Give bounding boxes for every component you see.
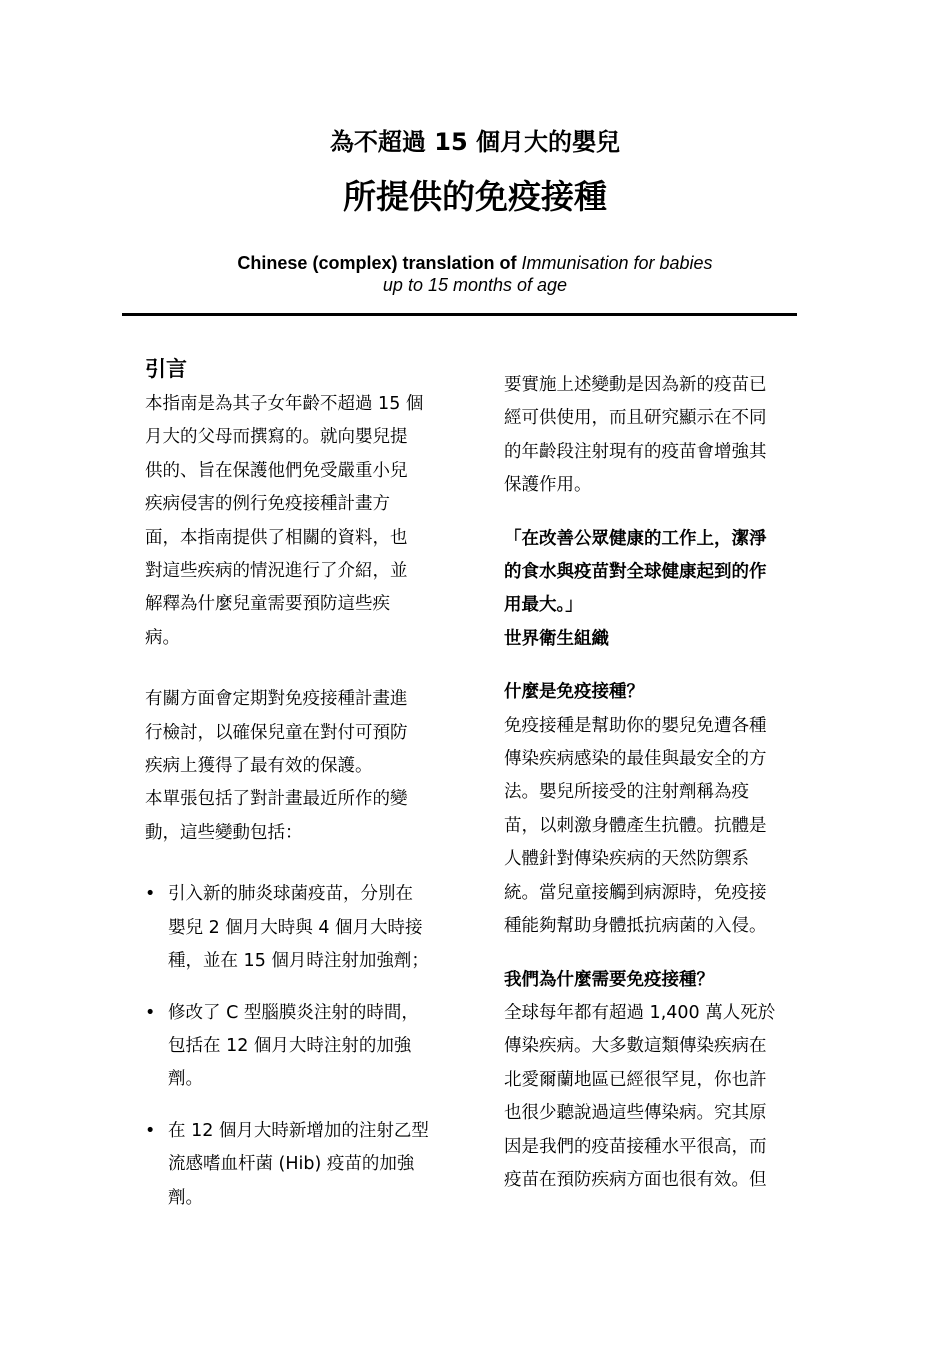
text-line: 月大的父母而撰寫的。就向嬰兒提 <box>145 427 408 448</box>
text-line: 嬰兒 2 個月大時與 4 個月大時接 <box>168 917 423 938</box>
text-line: 苗，以刺激身體產生抗體。抗體是 <box>504 815 767 836</box>
changes-list <box>145 878 450 1215</box>
text-line: 有關方面會定期對免疫接種計畫進 <box>145 689 408 710</box>
list-item <box>145 997 450 1097</box>
text-line: 的食水與疫苗對全球健康起到的作 <box>504 562 767 583</box>
text-line: 保護作用。 <box>504 475 592 496</box>
text-line: 經可供使用，而且研究顯示在不同 <box>504 408 767 429</box>
text-line: 傳染疾病感染的最佳與最安全的方 <box>504 749 767 770</box>
text-line: 「在改善公眾健康的工作上，潔淨 <box>504 528 767 549</box>
text-line: 本指南是為其子女年齡不超過 15 個 <box>145 394 424 414</box>
bullet: • <box>145 1002 156 1023</box>
text-line: 修改了 C 型腦膜炎注射的時間， <box>168 1002 419 1023</box>
title-line-1: 為不超過 15 個月大的嬰兒 <box>329 128 621 156</box>
text-line: 人體針對傳染疾病的天然防禦系 <box>504 849 749 870</box>
text-line: 要實施上述變動是因為新的疫苗已 <box>504 375 767 395</box>
text-line: 劑。 <box>168 1187 203 1208</box>
subtitle <box>200 252 750 296</box>
text-line: 引入新的肺炎球菌疫苗，分別在 <box>168 884 413 905</box>
who-quote <box>504 523 796 657</box>
text-line: 免疫接種是幫助你的嬰兒免遭各種 <box>504 715 767 736</box>
text-line: 行檢討，以確保兒童在對付可預防 <box>145 722 408 743</box>
text-line: 種，並在 15 個月時注射加強劑； <box>168 951 429 972</box>
section-heading-what: 什麼是免疫接種？ <box>504 682 644 703</box>
text-line: 用最大。」 <box>504 595 583 616</box>
intro-paragraph <box>145 388 450 655</box>
intro-heading: 引言 <box>145 357 187 381</box>
text-line: 病。 <box>145 627 180 648</box>
text-line: 疫苗在預防疾病方面也很有效。但 <box>504 1169 767 1190</box>
text-line: 包括在 12 個月大時注射的加強 <box>168 1035 412 1056</box>
text-line: 也很少聽說過這些傳染病。究其原 <box>504 1103 767 1124</box>
bullet: • <box>145 1120 156 1141</box>
text-line: 動，這些變動包括： <box>145 822 303 843</box>
subtitle-english-title-part1: Immunisation for babies <box>521 253 713 273</box>
text-line: 供的、旨在保護他們免受嚴重小兒 <box>145 460 408 481</box>
text-line: 的年齡段注射現有的疫苗會增強其 <box>504 441 767 462</box>
text-line: 傳染疾病。大多數這類傳染疾病在 <box>504 1036 767 1057</box>
list-item <box>145 878 450 978</box>
text-line: 流感嗜血杆菌 (Hib) 疫苗的加強 <box>168 1154 415 1175</box>
text-line: 解釋為什麼兒童需要預防這些疾 <box>145 594 390 615</box>
subtitle-english-title-part2: up to 15 months of age <box>382 275 568 295</box>
text-line: 在 12 個月大時新增加的注射乙型 <box>168 1120 429 1141</box>
list-item <box>145 1115 450 1215</box>
quote-attribution: 世界衛生組織 <box>504 628 609 649</box>
bullet: • <box>145 884 156 905</box>
text-line: 疾病侵害的例行免疫接種計畫方 <box>145 494 390 515</box>
subtitle-translation-label: Chinese (complex) translation of <box>237 253 522 273</box>
text-line: 種能夠幫助身體抵抗病菌的入侵。 <box>504 916 767 937</box>
text-line: 對這些疾病的情況進行了介紹，並 <box>145 561 408 582</box>
right-column <box>504 369 796 1197</box>
text-line: 本單張包括了對計畫最近所作的變 <box>145 789 408 810</box>
title-line-2: 所提供的免疫接種 <box>343 177 607 216</box>
why-paragraph <box>504 997 796 1197</box>
rationale-paragraph <box>504 369 796 503</box>
left-column <box>145 350 450 1233</box>
text-line: 法。嬰兒所接受的注射劑稱為疫 <box>504 782 749 803</box>
text-line: 全球每年都有超過 1,400 萬人死於 <box>504 1002 776 1023</box>
review-paragraph <box>145 683 450 850</box>
what-paragraph <box>504 710 796 944</box>
text-line: 北愛爾蘭地區已經很罕見，你也許 <box>504 1069 767 1090</box>
header-divider <box>122 313 797 316</box>
text-line: 劑。 <box>168 1069 203 1090</box>
text-line: 疾病上獲得了最有效的保護。 <box>145 756 373 777</box>
text-line: 面，本指南提供了相關的資料，也 <box>145 527 408 548</box>
text-line: 因是我們的疫苗接種水平很高，而 <box>504 1136 767 1157</box>
text-line: 統。當兒童接觸到病源時，免疫接 <box>504 882 767 903</box>
section-heading-why: 我們為什麼需要免疫接種？ <box>504 969 714 990</box>
